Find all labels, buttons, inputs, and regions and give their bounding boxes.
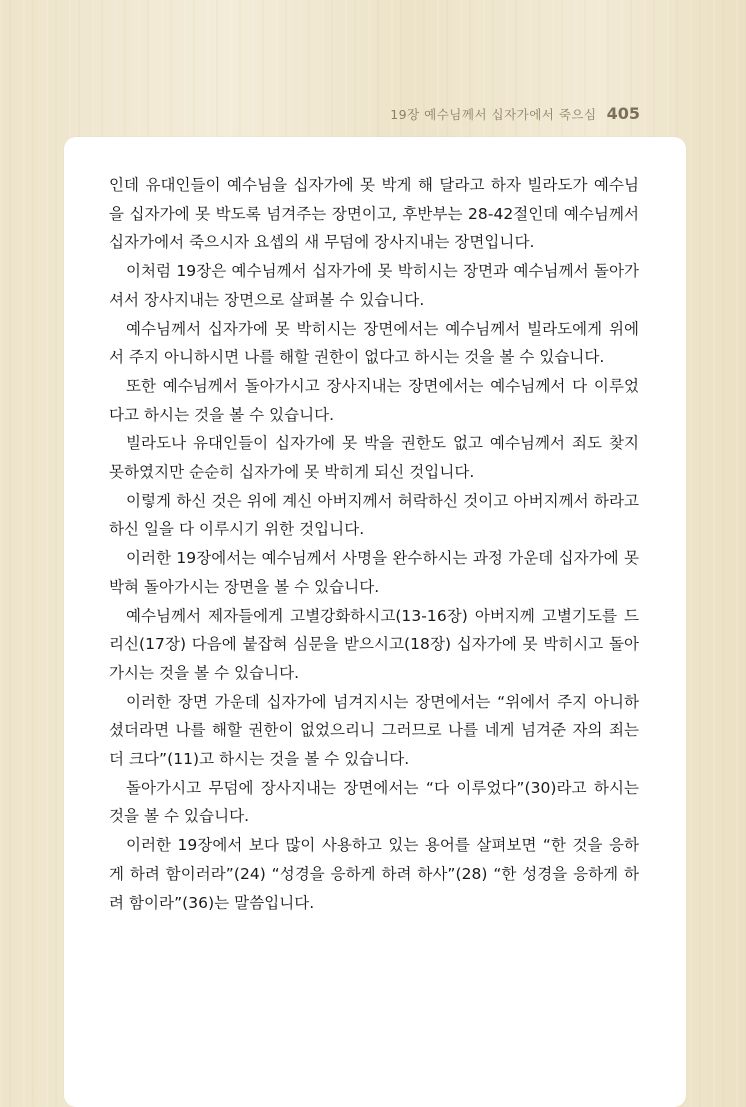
paragraph: 이처럼 19장은 예수님께서 십자가에 못 박히시는 장면과 예수님께서 돌아가셔서 장사지내는 장면으로 살펴볼 수 있습니다. — [109, 262, 639, 309]
running-header — [390, 104, 640, 123]
paragraph: 예수님께서 십자가에 못 박히시는 장면에서는 예수님께서 빌라도에게 위에서 주지 아니하시면 나를 해할 권한이 없다고 하시는 것을 볼 수 있습니다. — [109, 319, 639, 367]
paragraph: 예수님께서 제자들에게 고별강화하시고(13-16장) 아버지께 고별기도를 드리신(17장) 다음에 붙잡혀 심문을 받으시고(18장) 십자가에 못 박히시고 돌아가시는 것을 볼 수 있습니다. — [109, 606, 639, 682]
paragraph: 빌라도나 유대인들이 십자가에 못 박을 권한도 없고 예수님께서 죄도 찾지 못하였지만 순순히 십자가에 못 박히게 되신 것입니다. — [109, 434, 639, 482]
body-text — [109, 171, 639, 917]
paragraph: 이러한 19장에서 보다 많이 사용하고 있는 용어를 살펴보면 “한 것을 응하게 하려 함이러라”(24) “성경을 응하게 하려 하사”(28) “한 성경을 응하게 하려 함이라”(36)는 말씀입니다. — [109, 836, 639, 912]
paragraph: 이러한 장면 가운데 십자가에 넘겨지시는 장면에서는 “위에서 주지 아니하셨더라면 나를 해할 권한이 없었으리니 그러므로 나를 네게 넘겨준 자의 죄는 더 크다”(11)고 하시는 것을 볼 수 있습니다. — [109, 692, 639, 769]
paragraph: 이러한 19장에서는 예수님께서 사명을 완수하시는 과정 가운데 십자가에 못 박혀 돌아가시는 장면을 볼 수 있습니다. — [109, 549, 639, 596]
chapter-title: 19장 예수님께서 십자가에서 죽으심 — [390, 107, 597, 122]
page-number: 405 — [606, 104, 640, 123]
paragraph: 돌아가시고 무덤에 장사지내는 장면에서는 “다 이루었다”(30)라고 하시는 것을 볼 수 있습니다. — [109, 778, 639, 826]
paragraph: 이렇게 하신 것은 위에 계신 아버지께서 허락하신 것이고 아버지께서 하라고 하신 일을 다 이루시기 위한 것입니다. — [109, 491, 639, 539]
paragraph: 또한 예수님께서 돌아가시고 장사지내는 장면에서는 예수님께서 다 이루었다고 하시는 것을 볼 수 있습니다. — [109, 376, 639, 424]
paragraph: 인데 유대인들이 예수님을 십자가에 못 박게 해 달라고 하자 빌라도가 예수님을 십자가에 못 박도록 넘겨주는 장면이고, 후반부는 28-42절인데 예수님께서 십자가에서 죽으시자 요셉의 새 무덤에 장사지내는 장면입니다. — [109, 176, 639, 252]
